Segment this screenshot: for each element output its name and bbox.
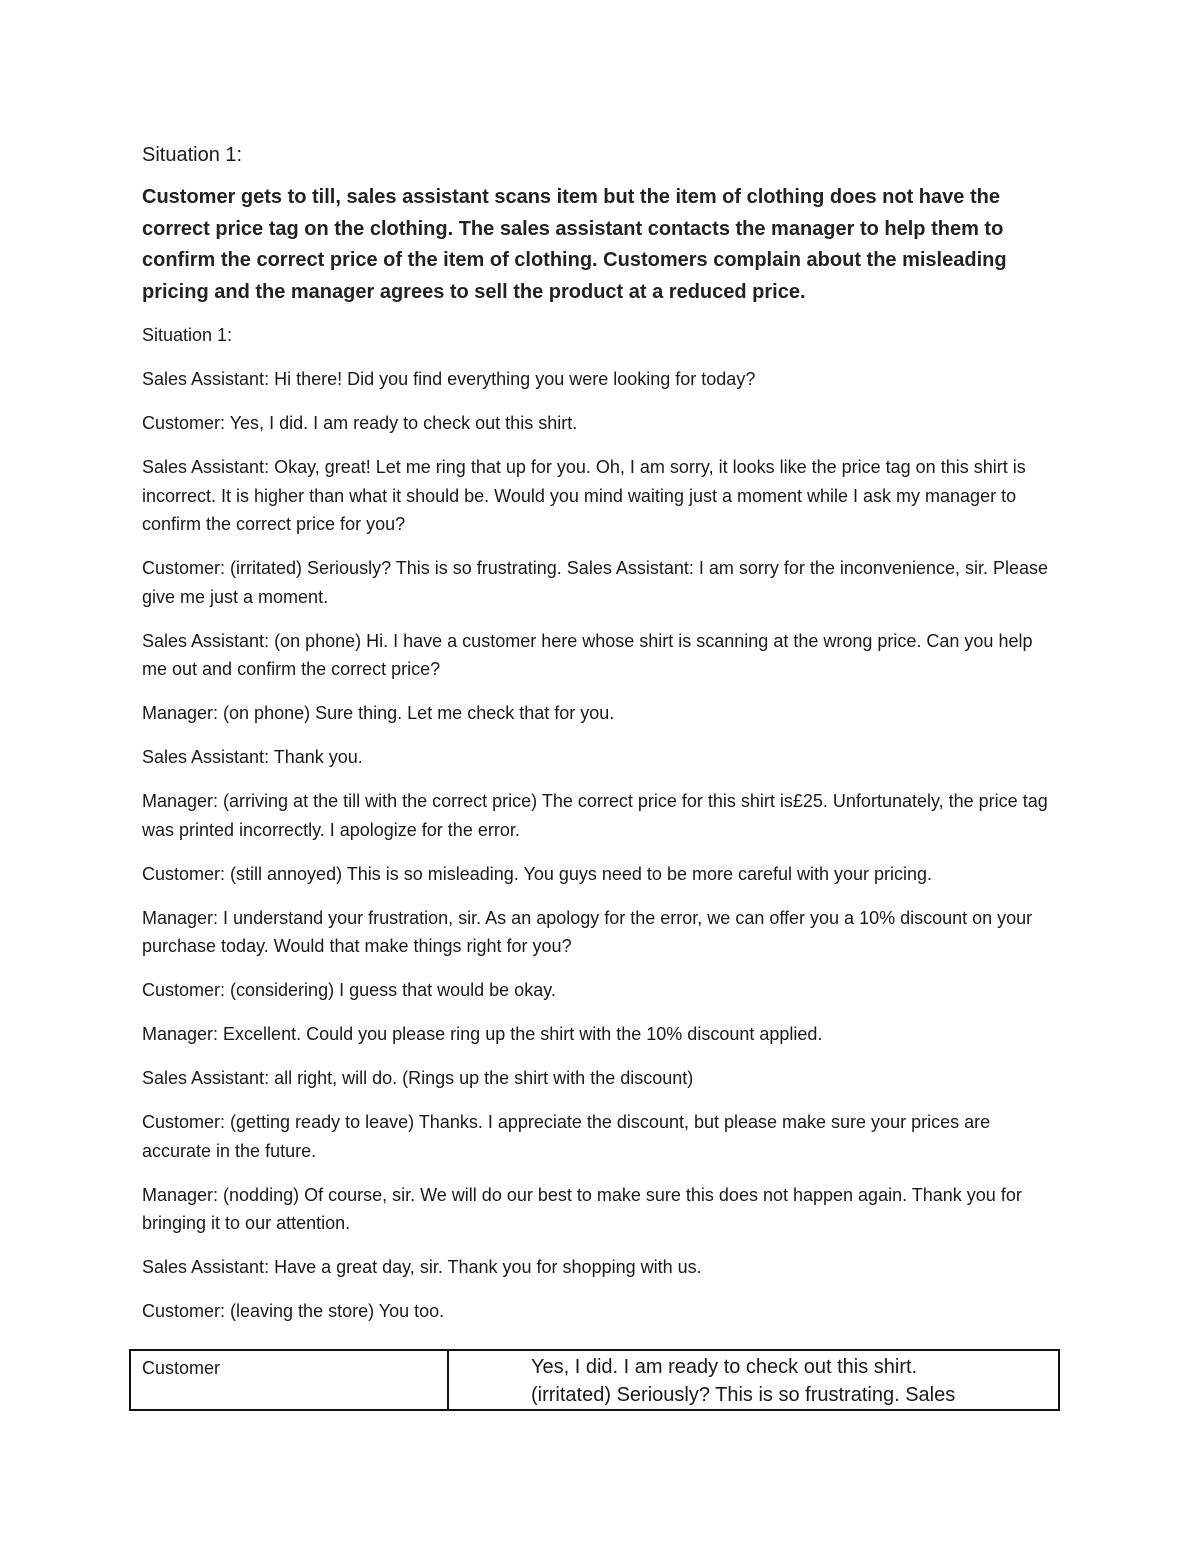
dialogue-line: Manager: I understand your frustration, sir. As an apology for the error, we can offer you a 10% discount on your purchase today. Would that make things right for you? — [142, 907, 1033, 956]
dialogue-line: Sales Assistant: Hi there! Did you find everything you were looking for today? — [142, 369, 756, 389]
dialogue-line: Sales Assistant: Okay, great! Let me ring that up for you. Oh, I am sorry, it looks like the price tag on this shirt is incorrect. It is higher than what it should be. Would you mind waiting just a moment while I ask my manager to confirm the correct price for you? — [142, 457, 1026, 534]
dialogue-line: Sales Assistant: (on phone) Hi. I have a customer here whose shirt is scanning at the wrong price. Can you help me out and confirm the correct price? — [142, 630, 1033, 679]
dialogue-line: Customer: (irritated) Seriously? This is so frustrating. Sales Assistant: I am sorry for the inconvenience, sir. Please give me just a moment. — [142, 558, 1049, 607]
dialogue-line: Customer: (getting ready to leave) Thanks. I appreciate the discount, but please make sure your prices are accurate in the future. — [142, 1112, 991, 1161]
dialogue-line: Sales Assistant: Have a great day, sir. Thank you for shopping with us. — [142, 1257, 702, 1277]
dialogue-line: Manager: (arriving at the till with the correct price) The correct price for this shirt is£25. Unfortunately, the price tag was printed incorrectly. I apologize for the error. — [142, 791, 1048, 840]
list-item-text: (irritated) Seriously? This is so frustrating. Sales — [531, 1384, 956, 1406]
dialogue-line: Manager: (on phone) Sure thing. Let me check that for you. — [142, 703, 615, 723]
role-cell: Customer — [130, 1350, 448, 1410]
table-row — [130, 1350, 1059, 1410]
dialogue-line: Manager: (nodding) Of course, sir. We will do our best to make sure this does not happen again. Thank you for bringing it to our attention. — [142, 1184, 1022, 1233]
document-body — [142, 140, 1062, 1341]
dialogue-heading: Situation 1: — [142, 325, 233, 345]
situation-heading: Situation 1: — [142, 144, 243, 166]
dialogue-line: Sales Assistant: Thank you. — [142, 747, 363, 767]
list-item — [531, 1353, 1058, 1381]
dialogue-line: Sales Assistant: all right, will do. (Rings up the shirt with the discount) — [142, 1068, 694, 1088]
dialogue-line: Customer: (leaving the store) You too. — [142, 1301, 445, 1321]
list-item-text: Yes, I did. I am ready to check out this shirt. — [531, 1356, 918, 1378]
dialogue-line: Manager: Excellent. Could you please ring up the shirt with the 10% discount applied. — [142, 1024, 823, 1044]
role-lines-cell — [448, 1350, 1059, 1410]
role-lines-table — [129, 1349, 1060, 1411]
role-lines-list — [449, 1351, 1058, 1409]
dialogue-line: Customer: (still annoyed) This is so misleading. You guys need to be more careful with your pricing. — [142, 863, 933, 884]
dialogue-line: Customer: (considering) I guess that would be okay. — [142, 980, 556, 1000]
scenario-description: Customer gets to till, sales assistant scans item but the item of clothing does not have the correct price tag on the clothing. The sales assistant contacts the manager to help them to confirm the correct price of the item of clothing. Customers complain about the misleading pricing and the manager agrees to sell the product at a reduced price. — [142, 186, 1007, 303]
dialogue-line: Customer: Yes, I did. I am ready to check out this shirt. — [142, 413, 578, 433]
list-item — [531, 1381, 1058, 1409]
